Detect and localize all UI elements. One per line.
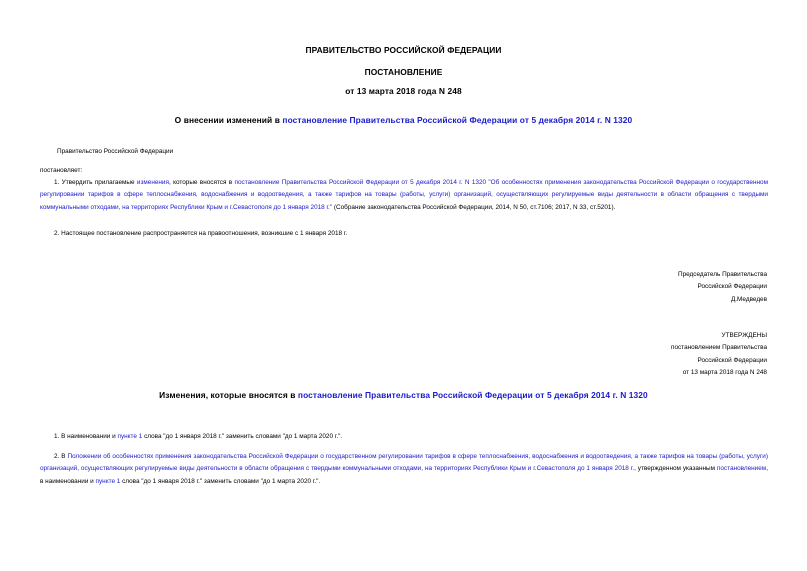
resolution-1320-link[interactable]: постановление Правительства Российской Федерации от 5 декабря 2014 г. N 1320 "Об особенностях применения законодательства Российской Федерации о государственном регулировании тарифов в сфере теплоснабжения, водоснабжения и водоотведения, а также тарифов на товары (работы, услуги) организаций, осуществляющих регулируемые виды деятельности в области обращения с твердыми коммунальными отходами, на территориях Республики Крым и г.Севастополя до 1 января 2018 г." <box>40 179 768 211</box>
change-1-text-b: слова "до 1 января 2018 г." заменить словами "до 1 марта 2020 г.". <box>142 433 343 440</box>
document-title-link[interactable]: постановление Правительства Российской Федерации от 5 декабря 2014 г. N 1320 <box>282 115 633 125</box>
approval-line-1: УТВЕРЖДЕНЫ <box>721 332 767 339</box>
document-title-prefix: О внесении изменений в <box>174 115 283 125</box>
paragraph-2: 2. Настоящее постановление распространяется на правоотношения, возникшие с 1 января 2018 г. <box>54 230 348 237</box>
change-1-text-a: 1. В наименовании и <box>54 433 118 440</box>
changes-link[interactable]: изменения <box>136 179 169 186</box>
changes-title <box>0 390 807 400</box>
change-2 <box>40 451 768 488</box>
paragraph-1 <box>40 177 768 214</box>
signature-line-3: Д.Медведев <box>730 295 767 303</box>
document-title <box>0 115 807 125</box>
signature-block <box>678 269 767 306</box>
change-2-text-a: 2. В <box>54 453 68 460</box>
change-1-point-link[interactable]: пункте 1 <box>117 433 143 440</box>
paragraph-1-text-b: , которые вносятся в <box>168 179 235 186</box>
regulation-link[interactable]: Положении об особенностях применения законодательства Российской Федерации о государственном регулировании тарифов в сфере теплоснабжения, водоснабжения и водоотведения, а также тарифов на товары (работы, услуги) организаций, осуществляющих регулируемые виды деятельности в области обращения с твердыми коммунальными отходами, на территориях Республики Крым и г.Севастополя до 1 января 2018 г. <box>40 453 768 473</box>
change-2-point-link[interactable]: пункте 1 <box>95 477 121 485</box>
resolves-text: постановляет: <box>40 167 83 174</box>
issuer-text: Правительство Российской Федерации <box>57 148 174 155</box>
signature-line-2: Российской Федерации <box>697 283 767 291</box>
approval-block <box>671 330 767 379</box>
change-2-text-c: , в наименовании и <box>40 465 768 485</box>
document-date-number: от 13 марта 2018 года N 248 <box>345 86 462 96</box>
approval-line-3: Российской Федерации <box>697 356 767 364</box>
approval-line-4: от 13 марта 2018 года N 248 <box>682 368 767 376</box>
changes-title-prefix: Изменения, которые вносятся в <box>159 390 298 400</box>
paragraph-1-text-a: 1. Утвердить прилагаемые <box>54 179 137 186</box>
approval-line-2: постановлением Правительства <box>671 344 767 352</box>
signature-line-1: Председатель Правительства <box>678 271 767 278</box>
changes-title-link[interactable]: постановление Правительства Российской Федерации от 5 декабря 2014 г. N 1320 <box>297 390 648 400</box>
change-2-text-b: , утвержденном указанным <box>634 465 717 473</box>
change-1 <box>54 431 342 443</box>
change-2-text-d: слова "до 1 января 2018 г." заменить словами "до 1 марта 2020 г.". <box>120 477 321 485</box>
paragraph-1-text-c: (Собрание законодательства Российской Федерации, 2014, N 50, ст.7106; 2017, N 33, ст.5201). <box>332 203 616 211</box>
government-heading: ПРАВИТЕЛЬСТВО РОССИЙСКОЙ ФЕДЕРАЦИИ <box>305 45 502 55</box>
resolution-link[interactable]: постановлением <box>716 465 767 473</box>
document-type-heading: ПОСТАНОВЛЕНИЕ <box>364 67 443 77</box>
